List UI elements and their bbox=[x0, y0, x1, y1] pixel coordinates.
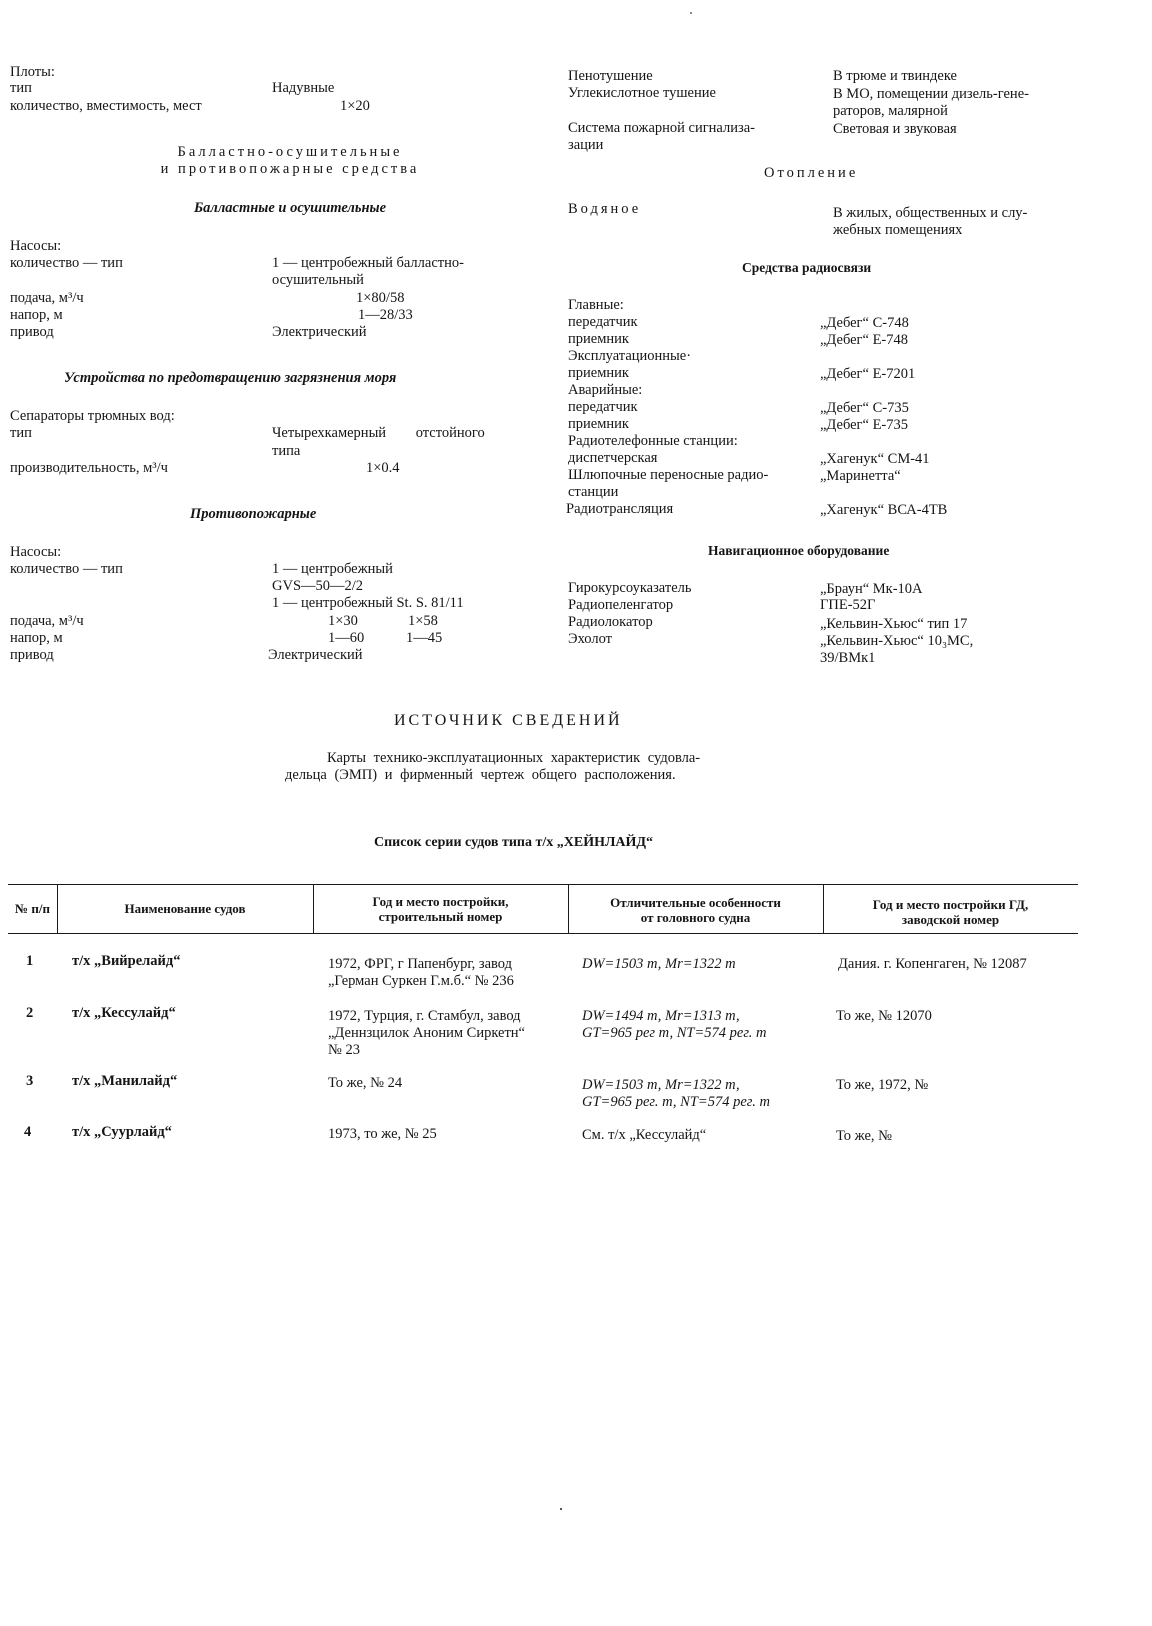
scan-speck bbox=[560, 1508, 562, 1510]
radio-oper-rx-value: „Дебег“ Е-7201 bbox=[820, 366, 916, 382]
rafts-type-label: тип bbox=[10, 80, 32, 96]
foam-label: Пенотушение bbox=[568, 68, 653, 84]
row-engine: То же, № bbox=[836, 1128, 892, 1144]
radio-rx-label: приемник bbox=[568, 331, 629, 347]
ballast-title-line-1: Балластно-осушительные bbox=[177, 144, 403, 160]
row-ship-name: т/х „Манилайд“ bbox=[72, 1073, 178, 1089]
row-num: 3 bbox=[26, 1073, 34, 1089]
radio-boat-label-1: Шлюпочные переносные радио- bbox=[568, 467, 769, 483]
rafts-type-value: Надувные bbox=[272, 80, 335, 96]
radio-emerg-label: Аварийные: bbox=[568, 382, 643, 398]
radio-boat-label-2: станции bbox=[568, 484, 619, 500]
rafts-heading: Плоты: bbox=[10, 64, 55, 80]
heating-title: Отопление bbox=[764, 165, 859, 181]
pollution-subtitle: Устройства по предотвращению загрязнения моря bbox=[64, 370, 397, 386]
header-name: Наименование судов bbox=[124, 901, 246, 916]
table-top-rule bbox=[8, 884, 1078, 885]
row-built-1: 1972, ФРГ, г Папенбург, завод bbox=[328, 956, 513, 972]
pumps1-drive-value: Электрический bbox=[272, 324, 367, 340]
separators-type-value-2: типа bbox=[272, 443, 301, 459]
header-engine-1: Год и место постройки ГД, bbox=[872, 897, 1029, 912]
pumps2-head-value-a: 1—60 bbox=[328, 630, 365, 646]
pumps1-head-value: 1—28/33 bbox=[358, 307, 413, 323]
row-built-1: 1973, то же, № 25 bbox=[328, 1126, 437, 1142]
pumps1-qty-label: количество — тип bbox=[10, 255, 123, 271]
pumps2-head-value-b: 1—45 bbox=[406, 630, 443, 646]
alarm-label-2: зации bbox=[568, 137, 604, 153]
radio-emerg-rx-value: „Дебег“ Е-735 bbox=[820, 417, 909, 433]
co2-value-2: раторов, малярной bbox=[833, 103, 948, 119]
separators-heading: Сепараторы трюмных вод: bbox=[10, 408, 175, 424]
radio-main-label: Главные: bbox=[568, 297, 624, 313]
pumps2-qty-label: количество — тип bbox=[10, 561, 123, 577]
radio-boat-value: „Маринетта“ bbox=[820, 468, 901, 484]
row-diff-1: DW=1503 т, Mr=1322 т bbox=[582, 956, 736, 972]
row-diff-1: DW=1503 т, Mr=1322 т, bbox=[582, 1077, 740, 1093]
header-built-2: строительный номер bbox=[378, 909, 503, 924]
radio-oper-label: Эксплуатационные· bbox=[568, 348, 692, 364]
ballast-title-line-2: и противопожарные средства bbox=[160, 161, 420, 177]
row-num: 1 bbox=[26, 953, 34, 969]
row-num: 4 bbox=[24, 1124, 32, 1140]
row-ship-name: т/х „Кессулайд“ bbox=[72, 1005, 176, 1021]
header-diff-2: от головного судна bbox=[640, 910, 751, 925]
radio-tx-label: передатчик bbox=[568, 314, 638, 330]
co2-value-1: В МО, помещении дизель-гене- bbox=[833, 86, 1029, 102]
source-line-2: дельца (ЭМП) и фирменный чертеж общего расположения. bbox=[285, 767, 676, 783]
rafts-qty-value: 1×20 bbox=[340, 98, 370, 114]
pumps2-head-label: напор, м bbox=[10, 630, 63, 646]
row-diff-1: См. т/х „Кессулайд“ bbox=[582, 1127, 707, 1143]
nav-dir-label: Радиопеленгатор bbox=[568, 597, 674, 613]
row-built-2: „Деннзцилок Аноним Сиркетн“ bbox=[328, 1025, 525, 1041]
radio-broadcast-value: „Хагенук“ ВСА-4ТВ bbox=[820, 502, 948, 518]
pumps1-head-label: напор, м bbox=[10, 307, 63, 323]
row-engine: То же, № 12070 bbox=[836, 1008, 932, 1024]
pumps2-heading: Насосы: bbox=[10, 544, 62, 560]
pumps1-drive-label: привод bbox=[10, 324, 54, 340]
row-built-3: № 23 bbox=[328, 1042, 360, 1058]
pumps1-feed-label: подача, м³/ч bbox=[10, 290, 84, 306]
series-title: Список серии судов типа т/х „ХЕЙНЛАЙД“ bbox=[374, 835, 654, 850]
separators-type-value-1: Четырехкамерный отстойного bbox=[272, 425, 485, 441]
water-heating-value-1: В жилых, общественных и слу- bbox=[833, 205, 1028, 221]
radio-emerg-tx-value: „Дебег“ С-735 bbox=[820, 400, 909, 416]
row-diff-1: DW=1494 т, Mr=1313 т, bbox=[582, 1008, 740, 1024]
pumps2-drive-label: привод bbox=[10, 647, 54, 663]
radio-dispatch-value: „Хагенук“ СМ-41 bbox=[820, 451, 930, 467]
row-engine: То же, 1972, № bbox=[836, 1077, 929, 1093]
scan-speck bbox=[690, 12, 692, 14]
nav-title: Навигационное оборудование bbox=[708, 543, 890, 558]
source-line-1: Карты технико-эксплуатационных характеристик судовла- bbox=[327, 750, 701, 766]
row-built-1: 1972, Турция, г. Стамбул, завод bbox=[328, 1008, 521, 1024]
nav-sounder-value-2: 39/ВМк1 bbox=[820, 650, 876, 666]
separators-type-label: тип bbox=[10, 425, 32, 441]
ballast-subtitle: Балластные и осушительные bbox=[193, 200, 387, 216]
pumps1-heading: Насосы: bbox=[10, 238, 62, 254]
pumps1-feed-value: 1×80/58 bbox=[356, 290, 405, 306]
header-num: № п/п bbox=[15, 901, 50, 916]
header-engine-2: заводской номер bbox=[901, 912, 1000, 927]
alarm-label-1: Система пожарной сигнализа- bbox=[568, 120, 755, 136]
water-heating-label: Водяное bbox=[568, 201, 642, 217]
row-ship-name: т/х „Суурлайд“ bbox=[72, 1124, 172, 1140]
pumps1-qty-value-2: осушительный bbox=[272, 272, 364, 288]
radio-emerg-tx-label: передатчик bbox=[568, 399, 638, 415]
radio-emerg-rx-label: приемник bbox=[568, 416, 629, 432]
nav-gyro-value: „Браун“ Мк-10А bbox=[820, 581, 923, 597]
pumps2-qty-value-2: GVS—50—2/2 bbox=[272, 578, 364, 594]
water-heating-value-2: жебных помещениях bbox=[833, 222, 963, 238]
radio-rts-label: Радиотелефонные станции: bbox=[568, 433, 738, 449]
separators-perf-label: производительность, м³/ч bbox=[10, 460, 168, 476]
radio-title: Средства радиосвязи bbox=[742, 260, 872, 275]
alarm-value: Световая и звуковая bbox=[833, 121, 957, 137]
pumps2-feed-value-b: 1×58 bbox=[408, 613, 438, 629]
nav-sounder-label: Эхолот bbox=[568, 631, 612, 647]
radio-tx-value: „Дебег“ С-748 bbox=[820, 315, 909, 331]
radio-rx-value: „Дебег“ Е-748 bbox=[820, 332, 909, 348]
radio-broadcast-label: Радиотрансляция bbox=[566, 501, 674, 517]
pumps2-feed-value-a: 1×30 bbox=[328, 613, 358, 629]
nav-sounder-value-1: „Кельвин-Хьюс“ 10₃МС, bbox=[820, 633, 974, 649]
row-built-1: То же, № 24 bbox=[328, 1075, 403, 1091]
pumps2-qty-value-3: 1 — центробежный St. S. 81/11 bbox=[272, 595, 464, 611]
rafts-qty-label: количество, вместимость, мест bbox=[10, 98, 202, 114]
row-num: 2 bbox=[26, 1005, 34, 1021]
row-diff-2: GT=965 рег. т, NT=574 рег. т bbox=[582, 1094, 770, 1110]
separators-perf-value: 1×0.4 bbox=[366, 460, 400, 476]
foam-value: В трюме и твиндеке bbox=[833, 68, 957, 84]
nav-radar-value: „Кельвин-Хьюс“ тип 17 bbox=[820, 616, 968, 632]
co2-label: Углекислотное тушение bbox=[568, 85, 716, 101]
row-built-2: „Герман Суркен Г.м.б.“ № 236 bbox=[328, 973, 514, 989]
header-built-1: Год и место постройки, bbox=[372, 894, 509, 909]
radio-oper-rx-label: приемник bbox=[568, 365, 629, 381]
pumps2-qty-value-1: 1 — центробежный bbox=[272, 561, 393, 577]
pumps2-feed-label: подача, м³/ч bbox=[10, 613, 84, 629]
fire-subtitle: Противопожарные bbox=[190, 506, 317, 522]
table-header-rule bbox=[8, 933, 1078, 934]
nav-dir-value: ГПЕ-52Г bbox=[820, 597, 876, 613]
radio-dispatch-label: диспетчерская bbox=[568, 450, 658, 466]
pumps2-drive-value: Электрический bbox=[268, 647, 363, 663]
row-ship-name: т/х „Вийрелайд“ bbox=[72, 953, 181, 969]
row-diff-2: GT=965 рег т, NT=574 рег. т bbox=[582, 1025, 767, 1041]
header-diff-1: Отличительные особенности bbox=[610, 895, 781, 910]
source-title: ИСТОЧНИК СВЕДЕНИЙ bbox=[394, 712, 623, 729]
nav-gyro-label: Гирокурсоуказатель bbox=[568, 580, 692, 596]
pumps1-qty-value-1: 1 — центробежный балластно- bbox=[272, 255, 464, 271]
nav-radar-label: Радиолокатор bbox=[568, 614, 653, 630]
row-engine: Дания. г. Копенгаген, № 12087 bbox=[838, 956, 1027, 972]
